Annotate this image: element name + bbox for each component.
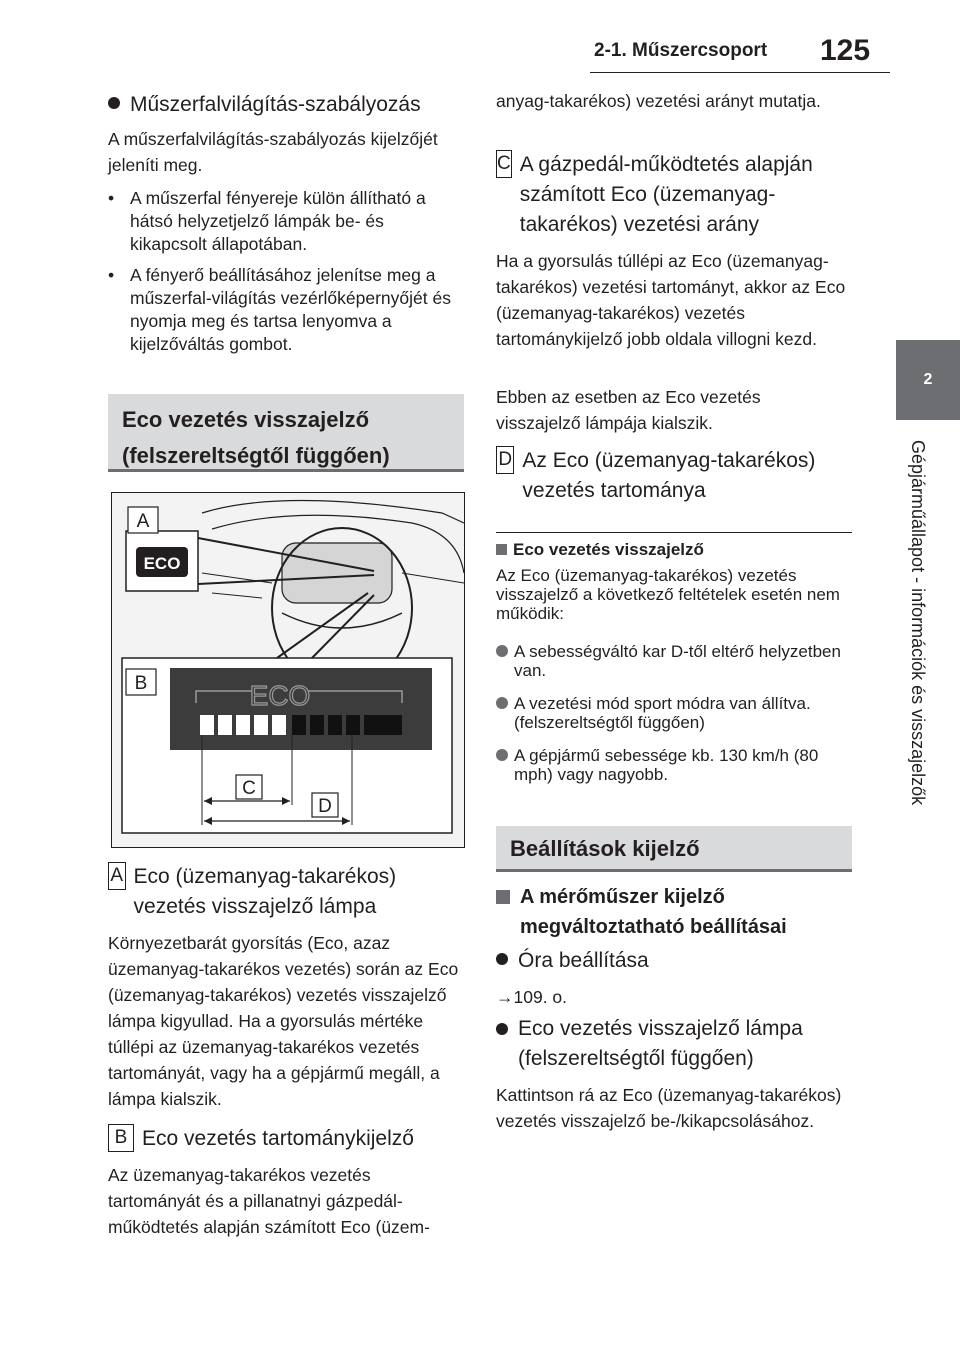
svg-text:D: D bbox=[318, 796, 332, 817]
item-c-heading: C A gázpedál-működtetés alapján számított Eco (üzemanyag-takarékos) vezetési arány bbox=[496, 150, 852, 240]
eco-lamp-text: ECO bbox=[143, 554, 181, 573]
dashboard-illustration bbox=[112, 493, 464, 847]
clock-heading: Óra beállítása bbox=[496, 946, 649, 976]
dot-icon bbox=[496, 645, 508, 657]
continuation-text: anyag-takarékos) vezetési arányt mutatja. bbox=[496, 91, 821, 111]
dot-icon bbox=[496, 749, 508, 761]
chapter-tab: 2 bbox=[896, 340, 960, 420]
eco-indicator-figure bbox=[111, 492, 465, 848]
bullet-list bbox=[108, 187, 460, 356]
list-item: • A fényerő beállításához jelenítse meg a műszerfal-világítás vezérlőképernyőjét és nyomja meg és tartsa lenyomva a kijelzőváltás gombot. bbox=[108, 265, 451, 354]
settings-heading: Beállítások kijelző bbox=[496, 826, 852, 872]
list-item: A sebességváltó kar D-től eltérő helyzetben van. bbox=[496, 642, 848, 680]
eco-lamp-heading: Eco vezetés visszajelző lámpa (felszereltségtől függően) bbox=[496, 1014, 852, 1074]
label-a: A bbox=[108, 862, 126, 890]
svg-text:ECO: ECO bbox=[249, 680, 311, 711]
label-d: D bbox=[496, 446, 514, 474]
item-a-heading: A Eco (üzemanyag-takarékos) vezetés visszajelző lámpa bbox=[108, 862, 464, 922]
item-c-body-2: Ebben az esetben az Eco vezetés visszajelző lámpája kialszik. bbox=[496, 387, 761, 433]
bullet-heading: Műszerfalvilágítás-szabályozás bbox=[108, 90, 468, 120]
eco-note-heading: Eco vezetés visszajelző bbox=[496, 540, 704, 560]
square-icon bbox=[496, 890, 510, 904]
item-b-heading: B Eco vezetés tartománykijelző bbox=[108, 1124, 464, 1154]
eco-conditions-list bbox=[496, 642, 848, 784]
list-item: A vezetési mód sport módra van állítva. (felszereltségtől függően) bbox=[496, 694, 848, 732]
svg-text:A: A bbox=[136, 511, 150, 532]
divider bbox=[496, 532, 852, 533]
chapter-title: 2-1. Műszercsoport bbox=[594, 40, 768, 61]
item-a-body: Környezetbarát gyorsítás (Eco, azaz üzemanyag-takarékos vezetés) során az Eco (üzemanyag-takarékos) vezetés visszajelző lámpa kigyullad. Ha a gyorsulás mértéke túllépi az üzemanyag-takarékos vezetés tartományát, vagy ha a gépjármű megáll, a lámpa kialszik. bbox=[108, 933, 459, 1109]
settings-subheading: A mérőműszer kijelző megváltoztatható beállításai bbox=[496, 882, 852, 942]
label-b: B bbox=[108, 1124, 134, 1152]
list-item: • A műszerfal fényereje külön állítható a hátsó helyzetjelző lámpák be- és kikapcsolt állapotában. bbox=[108, 188, 426, 254]
item-d-heading: D Az Eco (üzemanyag-takarékos) vezetés tartománya bbox=[496, 446, 852, 506]
item-b-body: Az üzemanyag-takarékos vezetés tartományát és a pillanatnyi gázpedál-működtetés alapján számított Eco (üzem- bbox=[108, 1165, 430, 1237]
clock-reference-link[interactable]: →109. o. bbox=[496, 987, 568, 1007]
paragraph: A műszerfalvilágítás-szabályozás kijelzőjét jeleníti meg. bbox=[108, 129, 438, 175]
section-heading: Eco vezetés visszajelző (felszereltségtől függően) bbox=[108, 394, 464, 472]
svg-text:C: C bbox=[242, 778, 256, 799]
eco-lamp-body: Kattintson rá az Eco (üzemanyag-takarékos) vezetés visszajelző be-/kikapcsolásához. bbox=[496, 1085, 842, 1131]
header-rule bbox=[590, 72, 890, 73]
page-number: 125 bbox=[820, 34, 871, 67]
eco-note-body: Az Eco (üzemanyag-takarékos) vezetés visszajelző a következő feltételek esetén nem működik: bbox=[496, 566, 840, 623]
bullet-icon bbox=[496, 1023, 508, 1035]
square-icon bbox=[496, 544, 507, 555]
svg-text:B: B bbox=[134, 673, 148, 694]
list-item: A gépjármű sebessége kb. 130 km/h (80 mph) vagy nagyobb. bbox=[496, 746, 848, 784]
item-c-body: Ha a gyorsulás túllépi az Eco (üzemanyag-takarékos) vezetési tartományt, akkor az Eco (üzemanyag-takarékos) vezetés tartománykijelző jobb oldala villogni kezd. bbox=[496, 251, 846, 349]
chapter-side-text: Gépjárműállapot - információk és visszajelzők bbox=[908, 440, 928, 806]
bullet-icon bbox=[108, 97, 120, 109]
label-c: C bbox=[496, 150, 512, 178]
dot-icon bbox=[496, 697, 508, 709]
bullet-icon bbox=[496, 953, 508, 965]
